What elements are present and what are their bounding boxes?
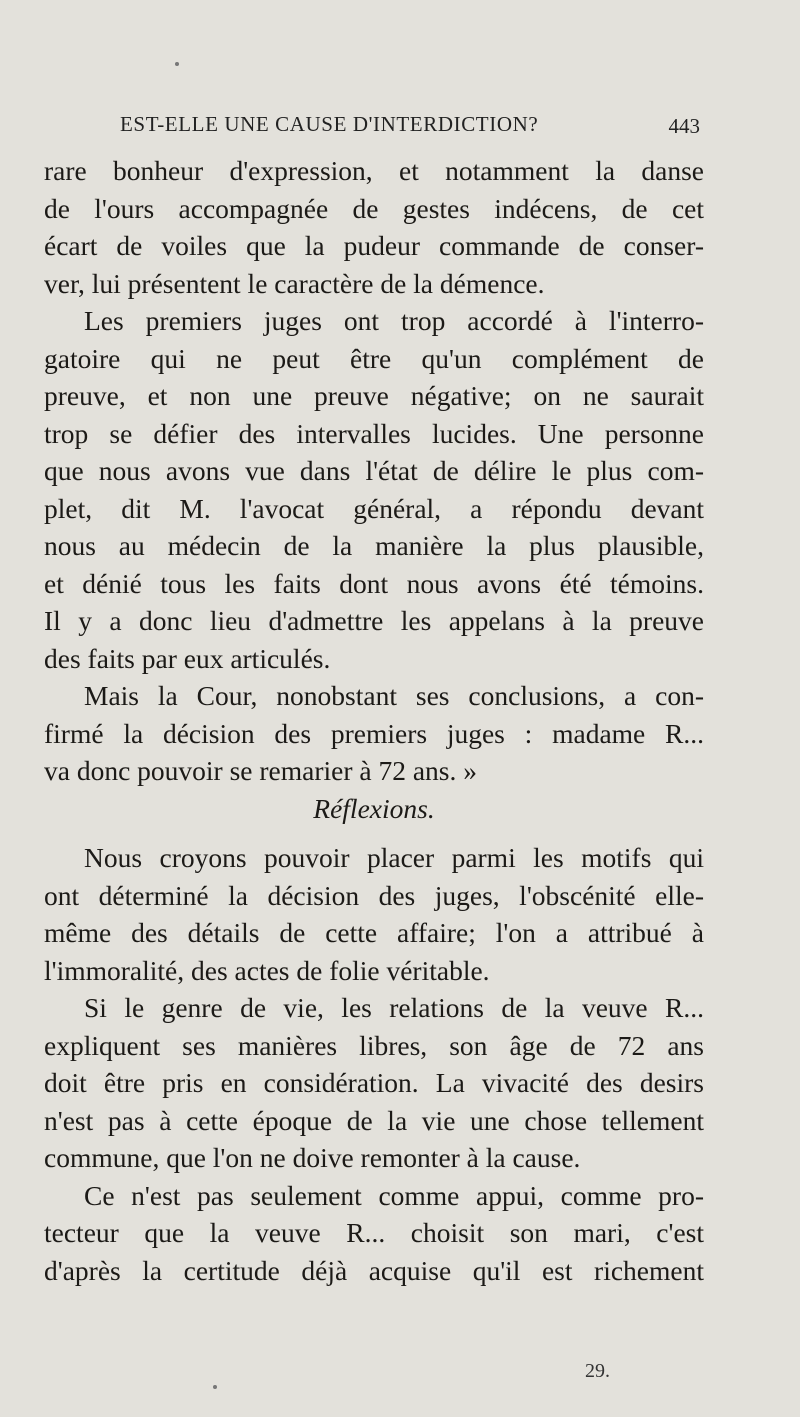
text-line: ver, lui présentent le caractère de la démence. (44, 267, 545, 299)
text-line: rare bonheur d'expression, et notamment la danse (44, 155, 704, 186)
text-line: n'est pas à cette époque de la vie une chose tellement (44, 1104, 704, 1136)
text-line: écart de voiles que la pudeur commande de conser- (44, 230, 704, 261)
text-line: doit être pris en considération. La vivacité des desirs (44, 1067, 704, 1098)
body-text (44, 152, 704, 1289)
text-line: Mais la Cour, nonobstant ses conclusions, a con- (84, 680, 704, 711)
text-line: va donc pouvoir se remarier à 72 ans. » (44, 755, 477, 786)
text-line: plet, dit M. l'avocat général, a répondu devant (44, 492, 704, 524)
text-line: l'immoralité, des actes de folie véritable. (44, 954, 490, 986)
text-line: gatoire qui ne peut être qu'un complément de (44, 342, 704, 374)
text-line: commune, que l'on ne doive remonter à la cause. (44, 1142, 581, 1173)
text-line: Si le genre de vie, les relations de la veuve R... (84, 992, 704, 1023)
running-head: EST-ELLE UNE CAUSE D'INTERDICTION? (120, 112, 539, 136)
page-header (120, 110, 700, 144)
text-line: que nous avons vue dans l'état de délire le plus com- (44, 455, 704, 486)
print-speck (175, 62, 179, 66)
text-line: Les premiers juges ont trop accordé à l'interro- (84, 305, 704, 336)
text-line: d'après la certitude déjà acquise qu'il est richement (44, 1254, 704, 1286)
text-line: firmé la décision des premiers juges : madame R... (44, 717, 704, 749)
page-number: 443 (668, 114, 700, 138)
text-line: Nous croyons pouvoir placer parmi les motifs qui (84, 842, 704, 873)
text-line: Ce n'est pas seulement comme appui, comme pro- (84, 1179, 704, 1211)
text-line: des faits par eux articulés. (44, 642, 331, 674)
text-line (44, 827, 704, 839)
text-line: et dénié tous les faits dont nous avons été témoins. (44, 567, 704, 599)
text-line: ont déterminé la décision des juges, l'obscénité elle- (44, 879, 704, 911)
text-line: même des détails de cette affaire; l'on a attribué à (44, 917, 704, 948)
text-line: preuve, et non une preuve négative; on ne saurait (44, 380, 704, 411)
text-line: trop se défier des intervalles lucides. Une personne (44, 417, 704, 449)
text-line: Il y a donc lieu d'admettre les appelans à la preuve (44, 605, 704, 636)
text-line: de l'ours accompagnée de gestes indécens, de cet (44, 192, 704, 224)
text-line: expliquent ses manières libres, son âge de 72 ans (44, 1029, 704, 1061)
signature-mark: 29. (585, 1360, 610, 1382)
text-line: nous au médecin de la manière la plus plausible, (44, 530, 704, 561)
print-speck (213, 1385, 217, 1389)
section-heading: Réflexions. (313, 792, 435, 824)
text-line: tecteur que la veuve R... choisit son mari, c'est (44, 1217, 704, 1248)
